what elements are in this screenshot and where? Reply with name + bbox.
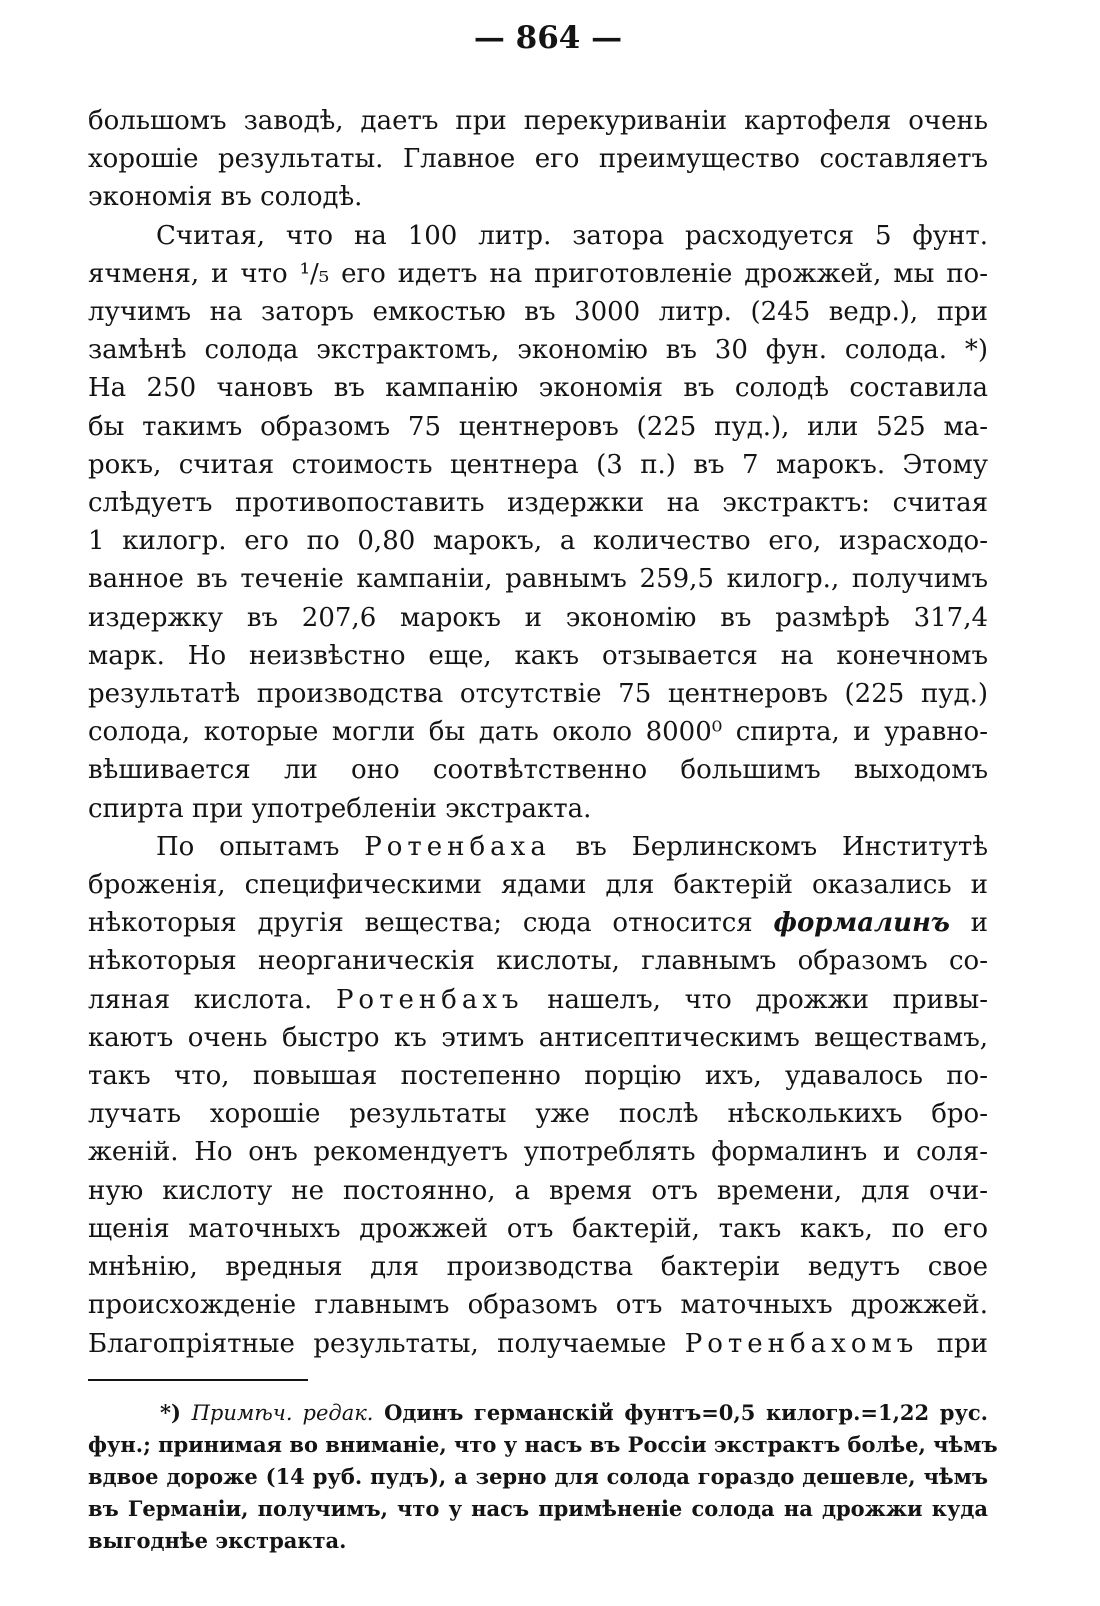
text-segment: Одинъ германскій фунтъ=0,5 килогр.=1,22 рус. — [373, 1399, 988, 1425]
text-line: нѣкоторыя неорганическія кислоты, главнымъ образомъ со- — [88, 946, 988, 977]
footnote-divider — [88, 1379, 308, 1381]
text-line: спирта при употребленіи экстракта. — [88, 793, 592, 824]
text-segment: Благопріятные результаты, получаемые — [88, 1328, 685, 1359]
text-line: вѣшивается ли оно соотвѣтственно большимъ выходомъ — [88, 755, 988, 786]
text-line: экономія въ солодѣ. — [88, 182, 363, 213]
text-line: ную кислоту не постоянно, а время отъ времени, для очи- — [88, 1175, 988, 1206]
footnote-marker: *) — [160, 1399, 181, 1425]
page-number: — 864 — — [473, 20, 623, 56]
text-line: марк. Но неизвѣстно еще, какъ отзывается на конечномъ — [88, 640, 988, 671]
text-line — [88, 1325, 988, 1363]
footnote — [88, 1397, 998, 1557]
text-segment: при — [918, 1328, 988, 1359]
author-name: Ротенбахъ — [335, 984, 524, 1015]
text-line — [88, 828, 988, 866]
text-line: ячменя, и что ¹/₅ его идетъ на приготовленіе дрожжей, мы по- — [88, 258, 988, 289]
text-segment: и — [949, 908, 988, 939]
paragraph-1 — [88, 102, 988, 217]
text-line — [88, 981, 988, 1019]
text-line: лучимъ на заторъ емкостью въ 3000 литр. (245 ведр.), при — [88, 297, 988, 328]
paragraph-2 — [88, 217, 988, 828]
text-line: щенія маточныхъ дрожжей отъ бактерій, такъ какъ, по его — [88, 1213, 988, 1244]
footnote-line: выгоднѣе экстракта. — [88, 1527, 347, 1553]
text-segment: ляная кислота. — [88, 984, 336, 1015]
text-line: хорошіе результаты. Главное его преимущество составляетъ — [88, 144, 988, 175]
text-line: женій. Но онъ рекомендуетъ употреблять формалинъ и соля- — [88, 1137, 988, 1168]
text-line: Считая, что на 100 литр. затора расходуется 5 фунт. — [156, 220, 988, 251]
page — [88, 18, 998, 1557]
text-segment: въ Берлинскомъ Институтѣ — [550, 831, 988, 862]
text-line: мнѣнію, вредныя для производства бактеріи ведутъ свое — [88, 1252, 988, 1283]
paragraph-3 — [88, 828, 988, 1363]
text-segment: нашелъ, что дрожжи привы- — [523, 984, 989, 1015]
text-segment: нѣкоторыя другія вещества; сюда относится — [88, 908, 774, 939]
text-line: замѣнѣ солода экстрактомъ, экономію въ 30 фун. солода. *) — [88, 335, 988, 366]
footnote-editor-note: Примѣч. редак. — [191, 1400, 374, 1425]
emphasized-term: формалинъ — [773, 908, 950, 939]
author-name: Ротенбахомъ — [684, 1328, 919, 1359]
author-name: Ротенбаха — [364, 831, 551, 862]
text-line — [88, 904, 988, 942]
text-line: издержку въ 207,6 марокъ и экономію въ размѣрѣ 317,4 — [88, 602, 988, 633]
text-line: ванное въ теченіе кампаніи, равнымъ 259,5 килогр., получимъ — [88, 564, 988, 595]
text-line: большомъ заводѣ, даетъ при перекуриваніи картофеля очень — [88, 106, 988, 136]
text-line: На 250 чановъ въ кампанію экономія въ солодѣ составила — [88, 373, 988, 404]
text-line: каютъ очень быстро къ этимъ антисептическимъ веществамъ, — [88, 1022, 988, 1053]
text-line: происхожденіе главнымъ образомъ отъ маточныхъ дрожжей. — [88, 1290, 988, 1321]
text-line: бы такимъ образомъ 75 центнеровъ (225 пуд.), или 525 ма- — [88, 411, 988, 442]
text-line: результатѣ производства отсутствіе 75 центнеровъ (225 пуд.) — [88, 679, 988, 710]
text-segment: По опытамъ — [156, 831, 365, 862]
footnote-line: въ Германіи, получимъ, что у насъ примѣненіе солода на дрожжи куда — [88, 1495, 988, 1521]
text-line: солода, которые могли бы дать около 8000⁰ спирта, и уравно- — [88, 717, 988, 748]
text-line: 1 килогр. его по 0,80 марокъ, а количество его, израсходо- — [88, 526, 988, 557]
footnote-line — [88, 1397, 988, 1429]
footnote-line: вдвое дороже (14 руб. пудъ), а зерно для солода гораздо дешевле, чѣмъ — [88, 1463, 988, 1489]
footnote-line: фун.; принимая во вниманіе, что у насъ въ Россіи экстрактъ болѣе, чѣмъ — [88, 1431, 998, 1457]
text-line: слѣдуетъ противопоставить издержки на экстрактъ: считая — [88, 488, 988, 519]
text-line: лучать хорошіе результаты уже послѣ нѣсколькихъ бро- — [88, 1099, 988, 1130]
text-line: рокъ, считая стоимость центнера (3 п.) въ 7 марокъ. Этому — [88, 449, 988, 480]
text-line: броженія, специфическими ядами для бактерій оказались и — [88, 870, 988, 901]
text-line: такъ что, повышая постепенно порцію ихъ, удавалось по- — [88, 1061, 988, 1092]
